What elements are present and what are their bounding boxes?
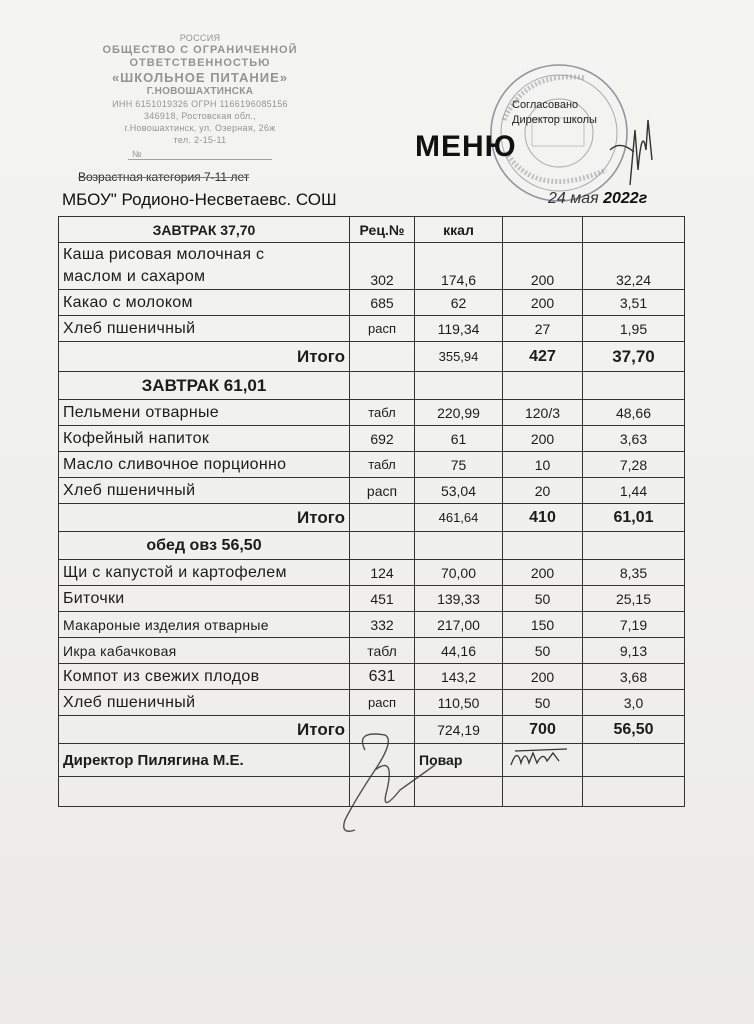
menu-date: [548, 190, 647, 208]
dish-name-line: Каша рисовая молочная с: [63, 246, 265, 263]
cook-signature-cell: [503, 744, 583, 777]
yield-header: [503, 217, 583, 243]
yield: 200: [503, 243, 583, 290]
kcal: 61: [415, 426, 503, 452]
empty-cell: [583, 744, 685, 777]
empty-cell: [350, 372, 415, 400]
kcal: 62: [415, 290, 503, 316]
dish-name: Компот из свежих плодов: [59, 664, 350, 690]
kcal: 75: [415, 452, 503, 478]
price: 1,95: [583, 316, 685, 342]
table-row: [59, 290, 685, 316]
total-yield: 427: [503, 342, 583, 372]
stamp-line: «ШКОЛЬНОЕ ПИТАНИЕ»: [111, 70, 289, 85]
price: 3,63: [583, 426, 685, 452]
stamp-line: ОБЩЕСТВО С ОГРАНИЧЕННОЙ: [102, 44, 298, 56]
kcal: 139,33: [415, 586, 503, 612]
rec-no: 692: [350, 426, 415, 452]
total-kcal: 461,64: [415, 504, 503, 532]
cook-signature-icon: [507, 745, 577, 771]
kcal: 174,6: [415, 243, 503, 290]
kcal: 217,00: [415, 612, 503, 638]
total-label: Итого: [59, 342, 350, 372]
approval-line-1: Согласовано: [512, 99, 579, 111]
yield: 50: [503, 690, 583, 716]
table-row: [59, 612, 685, 638]
rec-no: табл: [350, 638, 415, 664]
rec-no: расп: [350, 478, 415, 504]
total-yield: 410: [503, 504, 583, 532]
table-row: [59, 316, 685, 342]
total-label: Итого: [59, 504, 350, 532]
kcal: 143,2: [415, 664, 503, 690]
lunch-section-title: обед овз 56,50: [59, 532, 350, 560]
price-header: [583, 217, 685, 243]
director-signature-bottom-icon: [325, 720, 455, 840]
table-row: [59, 638, 685, 664]
yield: 200: [503, 560, 583, 586]
dish-name: Масло сливочное порционно: [59, 452, 350, 478]
date-year: 2022г: [603, 190, 648, 207]
kcal-header: ккал: [415, 217, 503, 243]
table-row: [59, 452, 685, 478]
dish-name: Хлеб пшеничный: [59, 478, 350, 504]
price: 32,24: [583, 243, 685, 290]
stamp-line: ИНН 6151019326 ОГРН 1166196085156: [112, 99, 288, 109]
total-yield: 700: [503, 716, 583, 744]
age-category: [78, 170, 249, 184]
table-row: [59, 478, 685, 504]
yield: 120/3: [503, 400, 583, 426]
dish-name: Макароные изделия отварные: [59, 612, 350, 638]
approval-line-2: Директор школы: [512, 114, 597, 126]
empty-cell: [415, 532, 503, 560]
stamp-line: Г.НОВОШАХТИНСКА: [146, 86, 254, 97]
dish-name: Икра кабачковая: [59, 638, 350, 664]
yield: 200: [503, 426, 583, 452]
table-row: [59, 664, 685, 690]
stamp-line: г.Новошахтинск, ул. Озерная, 26ж: [124, 123, 276, 133]
dish-name-line: маслом и сахаром: [63, 268, 206, 285]
rec-no: 302: [350, 243, 415, 290]
dish-name: Какао с молоком: [59, 290, 350, 316]
price: 1,44: [583, 478, 685, 504]
dish-name: Биточки: [59, 586, 350, 612]
dish-name: Щи с капустой и картофелем: [59, 560, 350, 586]
table-row: [59, 586, 685, 612]
approval-note: [512, 98, 597, 128]
section-row: [59, 532, 685, 560]
stamp-line: ОТВЕТСТВЕННОСТЬЮ: [129, 57, 271, 69]
empty-cell: [583, 777, 685, 807]
total-empty: [350, 504, 415, 532]
rec-no: 451: [350, 586, 415, 612]
rec-no: расп: [350, 316, 415, 342]
yield: 50: [503, 586, 583, 612]
yield: 200: [503, 290, 583, 316]
price: 8,35: [583, 560, 685, 586]
table-row: [59, 426, 685, 452]
table-header-row: [59, 217, 685, 243]
price: 3,51: [583, 290, 685, 316]
rec-no: 332: [350, 612, 415, 638]
stamp-number-label: №: [132, 149, 142, 159]
menu-table: [58, 216, 685, 807]
yield: 27: [503, 316, 583, 342]
table-row: [59, 243, 685, 290]
rec-no: 685: [350, 290, 415, 316]
section-row: [59, 372, 685, 400]
total-kcal: 724,19: [415, 716, 503, 744]
rec-no: 631: [350, 664, 415, 690]
dish-name: Хлеб пшеничный: [59, 316, 350, 342]
table-row: [59, 690, 685, 716]
cook-label: Повар: [415, 744, 503, 777]
total-price: 37,70: [583, 342, 685, 372]
price: 3,0: [583, 690, 685, 716]
total-empty: [350, 342, 415, 372]
table-row: [59, 560, 685, 586]
stamp-line: тел. 2-15-11: [173, 135, 227, 145]
kcal: 70,00: [415, 560, 503, 586]
empty-cell: [583, 372, 685, 400]
total-kcal: 355,94: [415, 342, 503, 372]
rec-no-header: Рец.№: [350, 217, 415, 243]
kcal: 110,50: [415, 690, 503, 716]
kcal: 220,99: [415, 400, 503, 426]
rec-no: 124: [350, 560, 415, 586]
dish-name: Кофейный напиток: [59, 426, 350, 452]
page-title: МЕНЮ: [415, 130, 517, 163]
rec-no: табл: [350, 400, 415, 426]
kcal: 119,34: [415, 316, 503, 342]
stamp-line: РОССИЯ: [179, 33, 221, 43]
director-name: Директор Пилягина М.Е.: [59, 744, 350, 777]
breakfast2-section-title: ЗАВТРАК 61,01: [59, 372, 350, 400]
empty-cell: [503, 372, 583, 400]
empty-cell: [583, 532, 685, 560]
dish-name: Хлеб пшеничный: [59, 690, 350, 716]
yield: 200: [503, 664, 583, 690]
total-price: 61,01: [583, 504, 685, 532]
price: 48,66: [583, 400, 685, 426]
empty-cell: [59, 777, 350, 807]
empty-cell: [503, 532, 583, 560]
total-label: Итого: [59, 716, 350, 744]
kcal: 44,16: [415, 638, 503, 664]
yield: 50: [503, 638, 583, 664]
price: 7,19: [583, 612, 685, 638]
breakfast1-section-title: ЗАВТРАК 37,70: [59, 217, 350, 243]
yield: 150: [503, 612, 583, 638]
company-stamp: [70, 32, 330, 160]
director-signature-icon: [590, 110, 680, 190]
price: 7,28: [583, 452, 685, 478]
empty-cell: [350, 532, 415, 560]
empty-cell: [503, 777, 583, 807]
total-row: [59, 504, 685, 532]
dish-name: Пельмени отварные: [59, 400, 350, 426]
price: 3,68: [583, 664, 685, 690]
price: 9,13: [583, 638, 685, 664]
stamp-number-line: [128, 148, 272, 160]
yield: 10: [503, 452, 583, 478]
total-row: [59, 342, 685, 372]
school-name: МБОУ" Родионо-Несветаевс. СОШ: [62, 190, 337, 209]
total-price: 56,50: [583, 716, 685, 744]
kcal: 53,04: [415, 478, 503, 504]
table-row: [59, 400, 685, 426]
date-day: 24 мая: [548, 190, 599, 207]
rec-no: табл: [350, 452, 415, 478]
empty-cell: [415, 372, 503, 400]
yield: 20: [503, 478, 583, 504]
age-category-text: Возрастная категория 7-11 лет: [78, 170, 250, 184]
price: 25,15: [583, 586, 685, 612]
dish-name: [59, 243, 350, 290]
stamp-line: 346918, Ростовская обл.,: [143, 111, 257, 121]
rec-no: расп: [350, 690, 415, 716]
